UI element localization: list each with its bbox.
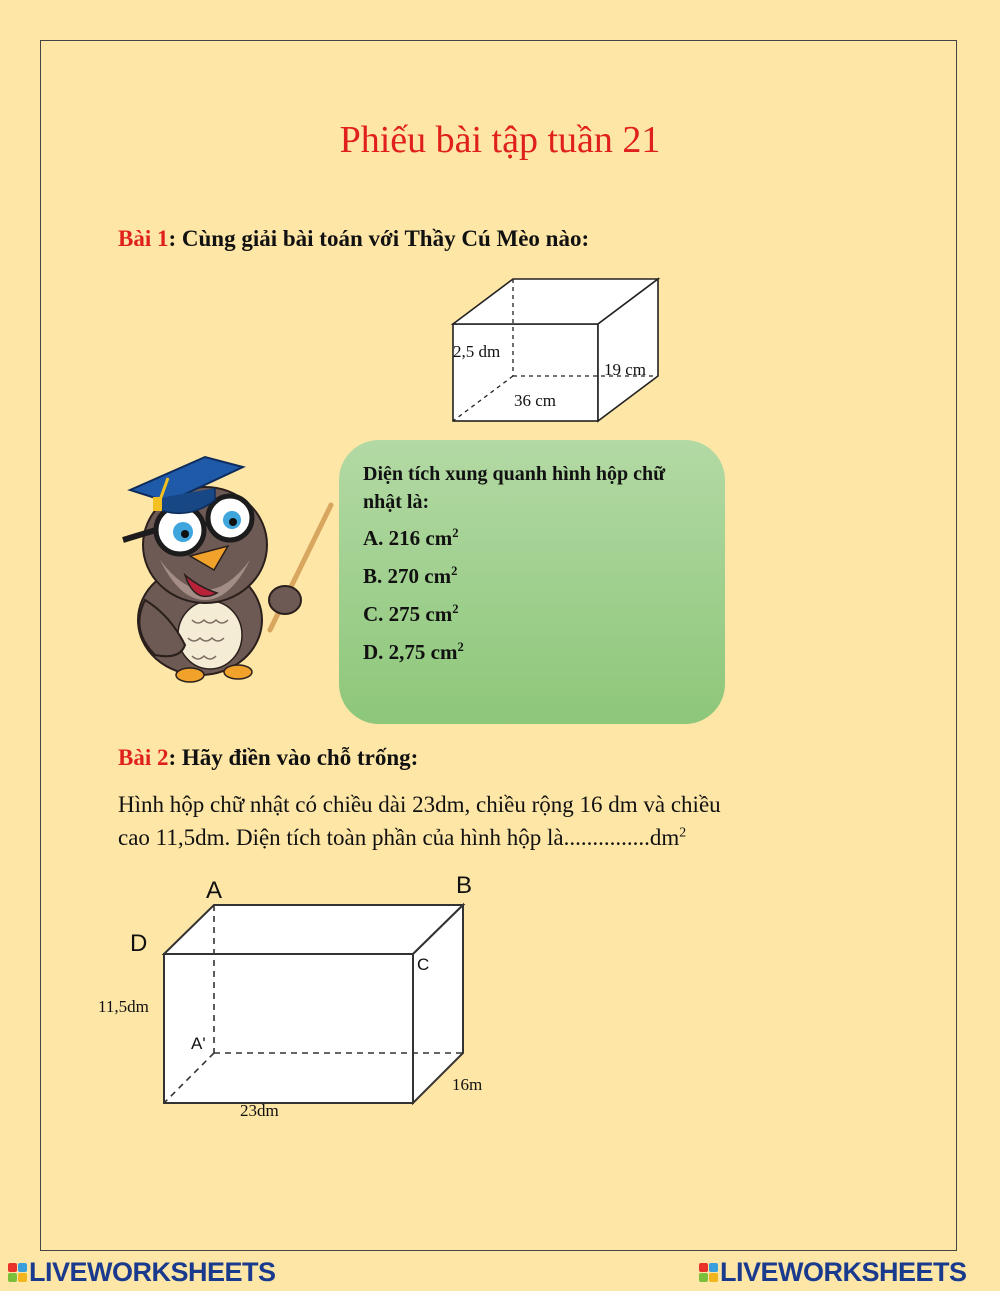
page-title: Phiếu bài tập tuần 21 bbox=[339, 119, 661, 161]
question-2-text bbox=[118, 788, 838, 854]
cuboid-figure-1 bbox=[440, 270, 680, 430]
question-2-heading bbox=[118, 745, 418, 771]
answer-option-b[interactable]: B. 270 $cm^2$ bbox=[363, 564, 458, 588]
vertex-a-prime-label: A' bbox=[191, 1034, 206, 1053]
question-1-number: Bài 1 bbox=[118, 226, 169, 251]
cuboid-1-height-label: 2,5 dm bbox=[453, 342, 501, 361]
question-1-prompt: Diện tích xung quanh hình hộp chữ nhật là: bbox=[363, 463, 666, 513]
answer-box bbox=[339, 440, 725, 724]
question-2-line-2: cao 11,5dm. Diện tích toàn phần của hình hộp $là...............dm^2$ bbox=[118, 824, 687, 850]
answer-option-c[interactable]: C. 275 $cm^2$ bbox=[363, 602, 459, 626]
cuboid-2-width-label: 16m bbox=[452, 1075, 483, 1094]
vertex-d-label: D bbox=[130, 930, 148, 957]
cuboid-figure-2 bbox=[90, 870, 510, 1130]
cuboid-1-width-label: 19 cm bbox=[604, 360, 647, 379]
question-2-number: Bài 2 bbox=[118, 745, 169, 770]
vertex-a-label: A bbox=[206, 877, 223, 904]
vertex-b-label: B bbox=[456, 872, 473, 899]
liveworksheets-logo-right[interactable]: LIVEWORKSHEETS bbox=[699, 1258, 967, 1286]
liveworksheets-logo-left[interactable]: LIVEWORKSHEETS bbox=[8, 1258, 276, 1286]
liveworksheets-mark-icon bbox=[699, 1263, 718, 1282]
owl-teacher-illustration bbox=[110, 450, 340, 690]
question-1-heading-text: : Cùng giải bài toán với Thầy Cú Mèo nào: bbox=[168, 226, 590, 251]
question-2-heading-text: : Hãy điền vào chỗ trống: bbox=[168, 745, 419, 770]
cuboid-2-top-face bbox=[164, 905, 463, 954]
answer-option-a[interactable]: A. 216 $cm^2$ bbox=[363, 526, 459, 550]
cuboid-2-front-face bbox=[164, 954, 413, 1103]
answer-option-d[interactable]: D. 2,75 $cm^2$ bbox=[363, 640, 464, 664]
cuboid-2-length-label: 23dm bbox=[240, 1101, 279, 1120]
cuboid-2-height-label: 11,5dm bbox=[98, 997, 149, 1016]
vertex-c-label: C bbox=[417, 955, 430, 974]
question-1-heading bbox=[118, 226, 589, 252]
question-2-line-1: Hình hộp chữ nhật có chiều dài 23dm, chiều rộng 16 dm và chiều bbox=[118, 792, 721, 817]
liveworksheets-mark-icon bbox=[8, 1263, 27, 1282]
cuboid-1-length-label: 36 cm bbox=[514, 391, 557, 410]
